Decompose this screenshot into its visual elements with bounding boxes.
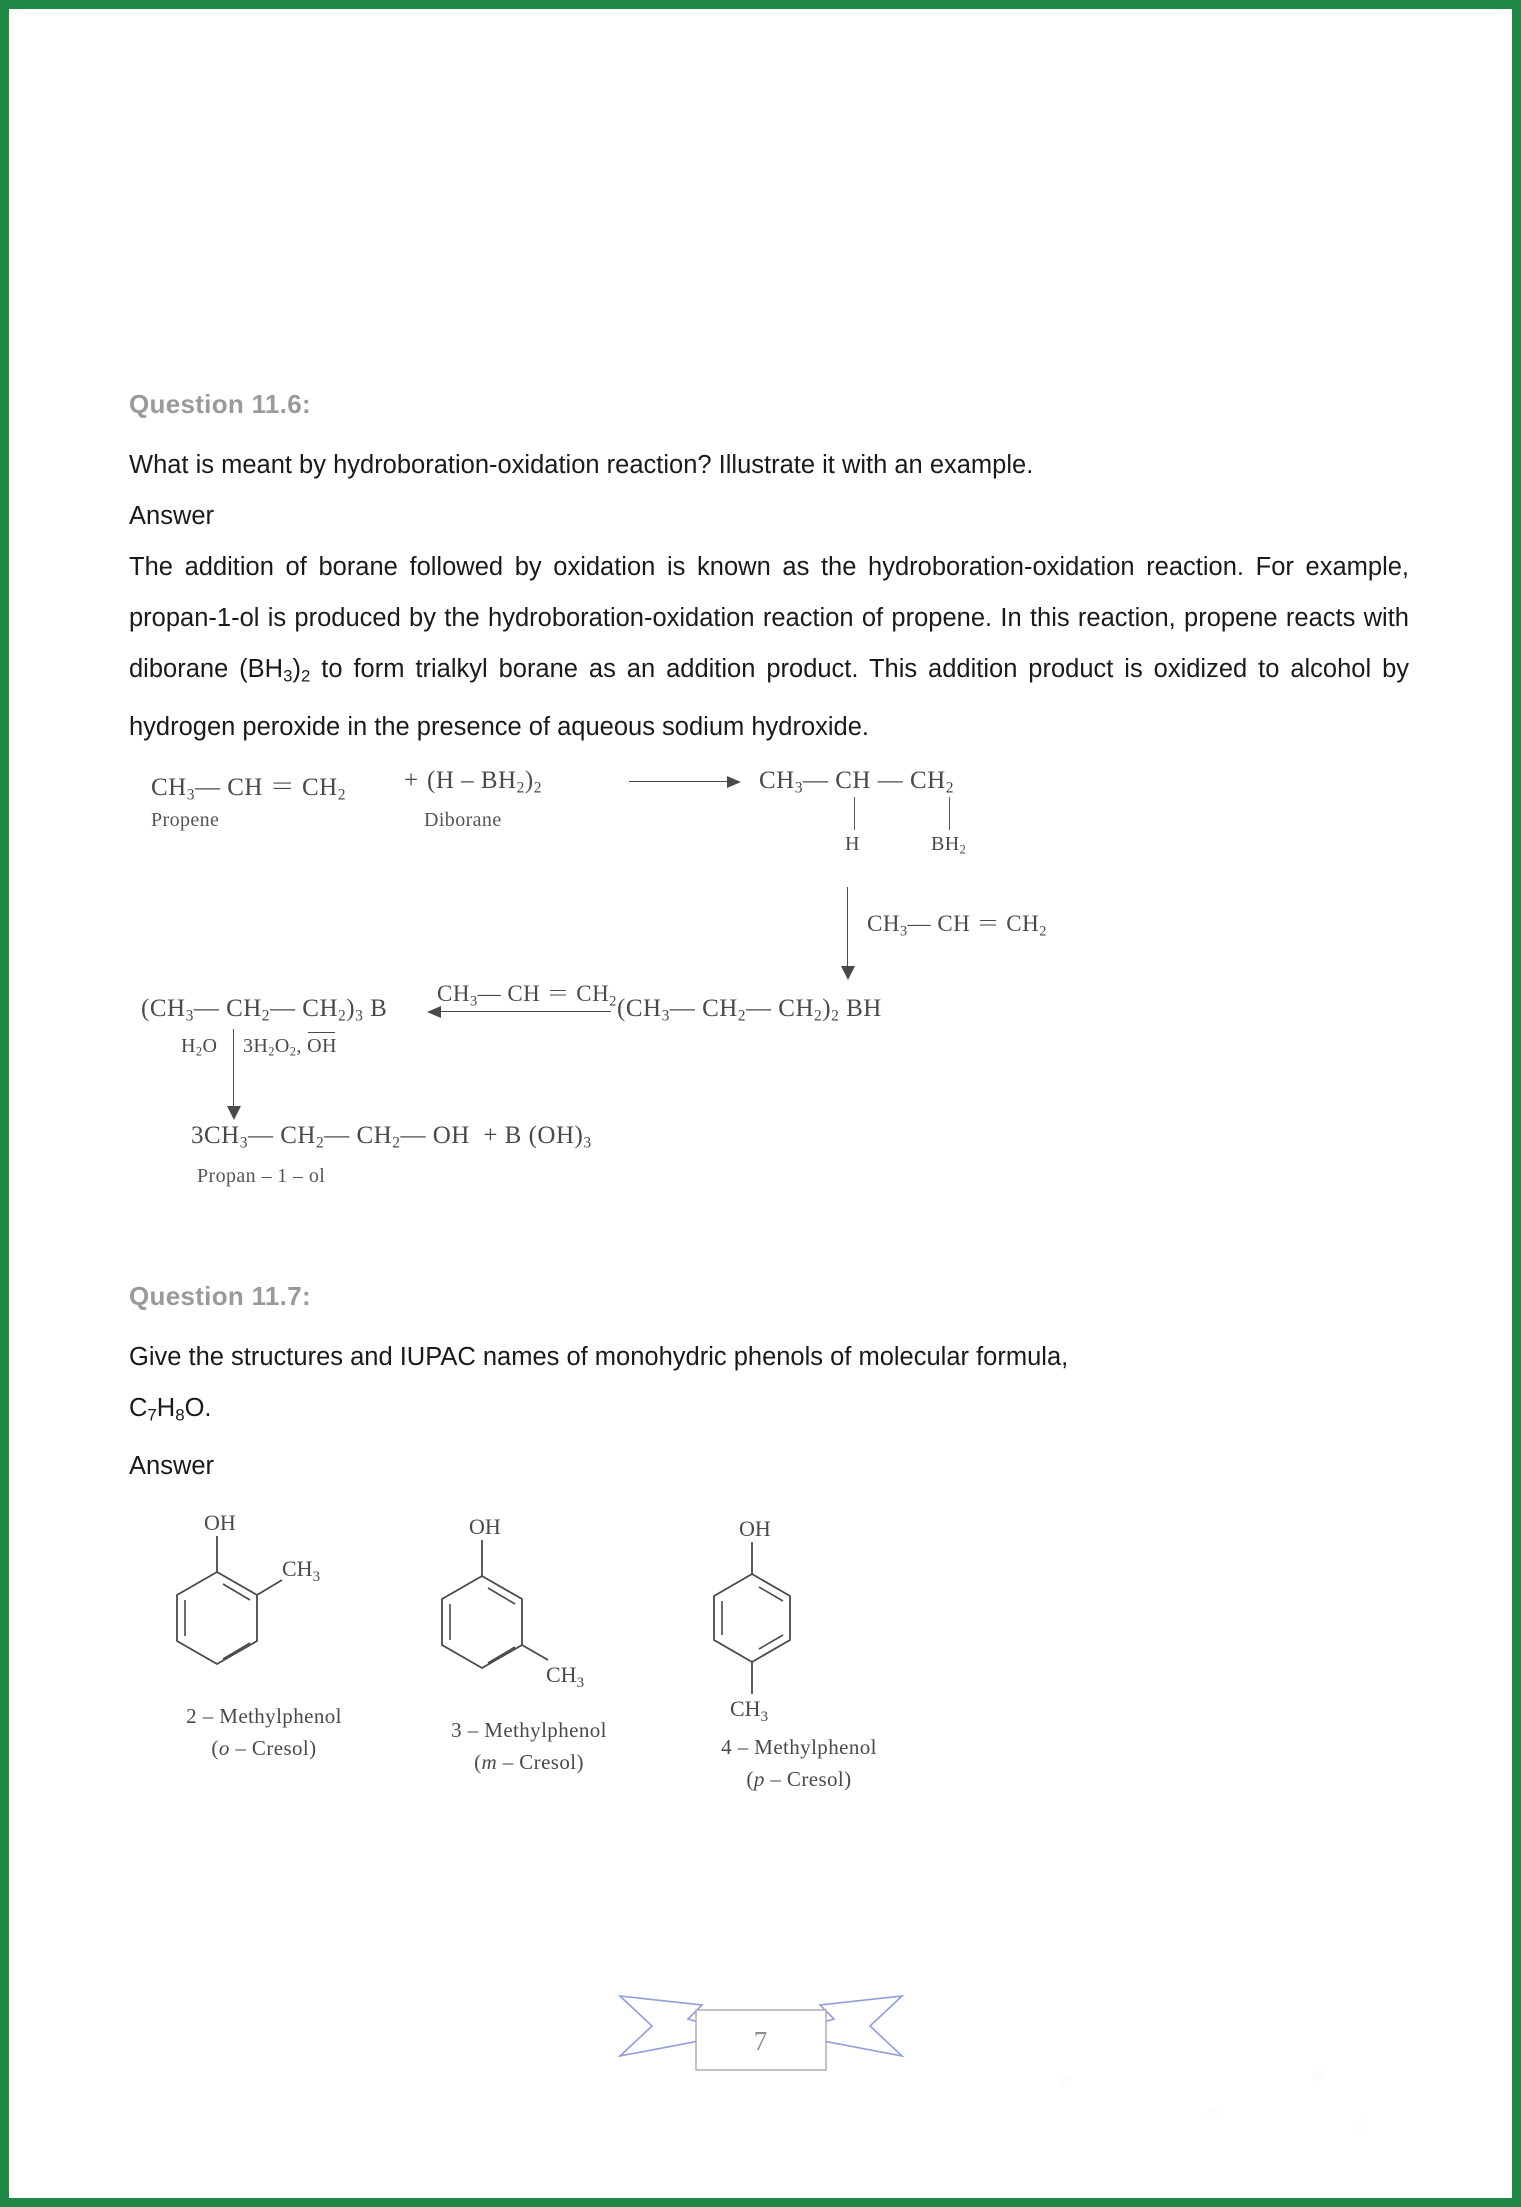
m-cresol-skeletal-diagram [414, 1514, 644, 1714]
scheme-final-product: $3CH_3—$ $CH_2—$ $CH_2—$ OH + B $(OH)_3$ [191, 1121, 592, 1152]
scheme-diborane-label: Diborane [424, 808, 502, 831]
question-11-7-formula: $C_7H_8O$. [129, 1394, 212, 1425]
page-number-text: 7 [753, 2026, 768, 2056]
question-11-7-text: Give the structures and IUPAC names of monohydric phenols of molecular formula, [129, 1343, 1069, 1372]
phenol-structures-group [129, 1510, 1409, 1840]
o-cresol-name-iupac: 2 – Methylphenol [186, 1703, 342, 1728]
scheme-plus-sign-1: + [404, 766, 419, 794]
question-11-7-answer-label: Answer [129, 1451, 215, 1480]
scheme-arrow-down-2 [233, 1029, 234, 1107]
question-11-6-text: What is meant by hydroboration-oxidation reaction? Illustrate it with an example. [129, 451, 1034, 480]
scheme-trialkylborane-intermediate: $CH_3—$ CH — $CH_2$ [759, 766, 954, 797]
answer-text-part-1: The addition of borane followed by oxidation is known as the hydroboration-oxidation reaction. For example, propan-1-ol is produced by the hydroboration-oxidation reaction of propene. In this reaction, propene reacts with diborane (BH [129, 553, 1409, 684]
question-11-7-heading: Question 11.7: [129, 1280, 311, 1311]
scheme-arrow-left-1 [429, 1011, 611, 1012]
structure-o-cresol [149, 1510, 379, 1764]
page-number-ribbon [616, 1974, 906, 2079]
question-11-6-answer-label: Answer [129, 502, 215, 531]
scheme-branch-bh2: $BH_2$ [931, 832, 967, 857]
scheme-arrow-down-1 [847, 887, 848, 967]
question-11-6-heading: Question 11.6: [129, 389, 311, 419]
o-cresol-skeletal-diagram [149, 1510, 379, 1700]
o-cresol-methyl-label: $CH_3$ [282, 1555, 321, 1585]
answer-text-part-3: to form trialkyl borane as an addition product. This addition product is oxidized to alcohol by hydrogen peroxide in the presence of aqueous sodium hydroxide. [129, 655, 1410, 741]
scheme-branch-h: H [845, 832, 860, 855]
page-inner [9, 9, 1512, 2198]
scheme-bond-line-bh2 [949, 797, 950, 830]
p-cresol-methyl-label: $CH_3$ [730, 1695, 769, 1725]
scheme-reagent-propene-2: $CH_3—$ CH ＝ $CH_2$ [437, 980, 617, 1010]
question-11-6-answer-paragraph [129, 542, 1409, 753]
scheme-diborane-formula: $(H - BH_2)_2$ [427, 766, 542, 797]
answer-sub-1: 3 [283, 666, 293, 686]
structure-p-cresol [684, 1516, 914, 1795]
m-cresol-methyl-label: $CH_3$ [546, 1661, 585, 1691]
scheme-hydroxide-anion: OH [307, 1034, 337, 1057]
m-cresol-oh-label: OH [469, 1513, 501, 1539]
background-watermark [982, 2048, 1402, 2158]
p-cresol-name-iupac: 4 – Methylphenol [721, 1734, 877, 1759]
hydroboration-reaction-scheme [129, 767, 1409, 1237]
o-cresol-oh-label: OH [204, 1509, 236, 1535]
answer-sub-2: 2 [300, 666, 311, 686]
page-content [129, 389, 1409, 1840]
scheme-propene-formula: $CH_3—$ CH ＝ $CH_2$ [151, 773, 346, 804]
scheme-condition-water: $H_2O$ [181, 1034, 218, 1059]
scheme-dialkylborane: ($CH_3—$ $CH_2—$ $CH_2)_2$ BH [617, 994, 882, 1025]
structure-m-cresol [414, 1514, 644, 1778]
scheme-arrow-right-1 [629, 781, 739, 782]
p-cresol-oh-label: OH [739, 1515, 771, 1541]
p-cresol-name-common: (p – Cresol) [746, 1766, 852, 1791]
scheme-propene-label: Propene [151, 808, 220, 831]
m-cresol-name-common: (m – Cresol) [474, 1749, 584, 1774]
scheme-trialkylborane-product: ($CH_3—$ $CH_2—$ $CH_2)_3$ B [141, 994, 388, 1025]
scheme-condition-peroxide: $3H_2O_2$, OH [243, 1034, 337, 1059]
o-cresol-name-common: (o – Cresol) [211, 1735, 317, 1760]
scheme-final-product-label: Propan – 1 – ol [197, 1164, 326, 1187]
p-cresol-skeletal-diagram [684, 1516, 914, 1731]
m-cresol-name-iupac: 3 – Methylphenol [451, 1717, 607, 1742]
scheme-reagent-propene-1: $CH_3—$ CH ＝ $CH_2$ [867, 910, 1047, 940]
scheme-bond-line-h [854, 797, 855, 830]
answer-text-part-2: ) [292, 655, 301, 684]
